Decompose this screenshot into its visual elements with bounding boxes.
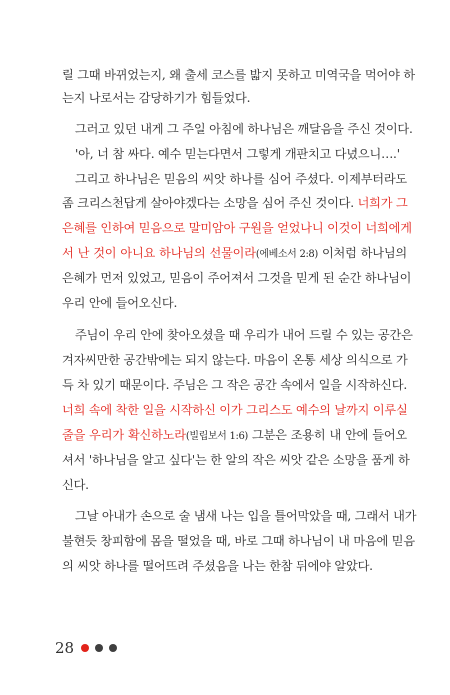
scripture-quote: 서 난 것이 아니요 하나님의 선물이라 — [62, 246, 256, 260]
text-segment: 득 차 있기 때문이다. 주님은 그 작은 공간 속에서 일을 시작하신다. — [62, 378, 407, 392]
scripture-quote: 은혜를 인하여 믿음으로 말미암아 구원을 얻었나니 이것이 너희에게 — [62, 221, 412, 235]
scripture-reference: (에베소서 2:8) — [255, 249, 318, 260]
text-segment: 주님이 우리 안에 찾아오셨을 때 우리가 내어 드릴 수 있는 공간은 — [75, 328, 413, 342]
text-segment: 불현듯 창피함에 몸을 떨었을 때, 바로 그때 하나님이 내 마음에 믿음 — [62, 534, 415, 548]
text-segment: 셔서 '하나님을 알고 싶다'는 한 알의 작은 씨앗 같은 소망을 품게 하 — [62, 453, 410, 467]
footer-dot — [81, 644, 89, 652]
text-line — [62, 533, 415, 549]
text-line — [62, 90, 250, 106]
text-segment: 신다. — [62, 478, 89, 492]
text-segment: 은혜가 먼저 있었고, 믿음이 주어져서 그것을 믿게 된 순간 하나님이 — [62, 271, 412, 285]
text-line — [75, 146, 400, 162]
scripture-reference: (빌립보서 1:6) — [185, 431, 248, 442]
text-segment: 좀 크리스천답게 살아야겠다는 소망을 심어 주신 것이다. — [62, 196, 358, 210]
text-line — [62, 195, 407, 211]
text-line — [62, 377, 407, 393]
scripture-quote: 너희가 그 — [357, 196, 408, 210]
text-segment: 그분은 조용히 내 안에 들어오 — [247, 428, 408, 442]
text-segment: 릴 그때 바뀌었는지, 왜 출세 코스를 밟지 못하고 미역국을 먹어야 하 — [62, 68, 415, 82]
text-line — [62, 220, 412, 236]
text-segment: 그리고 하나님은 믿음의 씨앗 하나를 심어 주셨다. 이제부터라도 — [75, 172, 407, 186]
text-line — [62, 270, 412, 286]
page-footer — [55, 638, 123, 658]
text-segment: '아, 너 참 싸다. 예수 믿는다면서 그렇게 개판치고 다녔으니….' — [75, 147, 400, 161]
scripture-quote: 줄을 우리가 확신하노라 — [62, 428, 186, 442]
text-line — [75, 171, 407, 187]
text-segment: 그러고 있던 내게 그 주일 아침에 하나님은 깨달음을 주신 것이다. — [75, 122, 413, 136]
text-line — [75, 508, 417, 524]
text-line — [62, 558, 373, 574]
text-segment: 이처럼 하나님의 — [317, 246, 408, 260]
text-line — [62, 67, 415, 83]
text-segment: 우리 안에 들어오신다. — [62, 296, 178, 310]
text-line — [62, 245, 407, 261]
text-line — [62, 477, 89, 493]
text-segment: 의 씨앗 하나를 떨어뜨려 주셨음을 나는 한참 뒤에야 알았다. — [62, 559, 373, 573]
footer-dot — [95, 644, 103, 652]
scripture-quote: 너희 속에 착한 일을 시작하신 이가 그리스도 예수의 날까지 이루실 — [62, 403, 408, 417]
text-line — [62, 295, 177, 311]
text-segment: 는지 나로서는 감당하기가 힘들었다. — [62, 91, 251, 105]
text-segment: 그날 아내가 손으로 술 냄새 나는 입을 틀어막았을 때, 그래서 내가 — [75, 509, 417, 523]
footer-dot — [109, 644, 117, 652]
text-line — [75, 121, 413, 137]
text-line — [62, 427, 407, 443]
text-segment: 겨자씨만한 공간밖에는 되지 않는다. 마음이 온통 세상 의식으로 가 — [62, 353, 408, 367]
text-line — [62, 352, 407, 368]
page-number: 28 — [55, 639, 75, 657]
text-line — [62, 452, 410, 468]
text-line — [62, 402, 407, 418]
text-line — [75, 327, 413, 343]
